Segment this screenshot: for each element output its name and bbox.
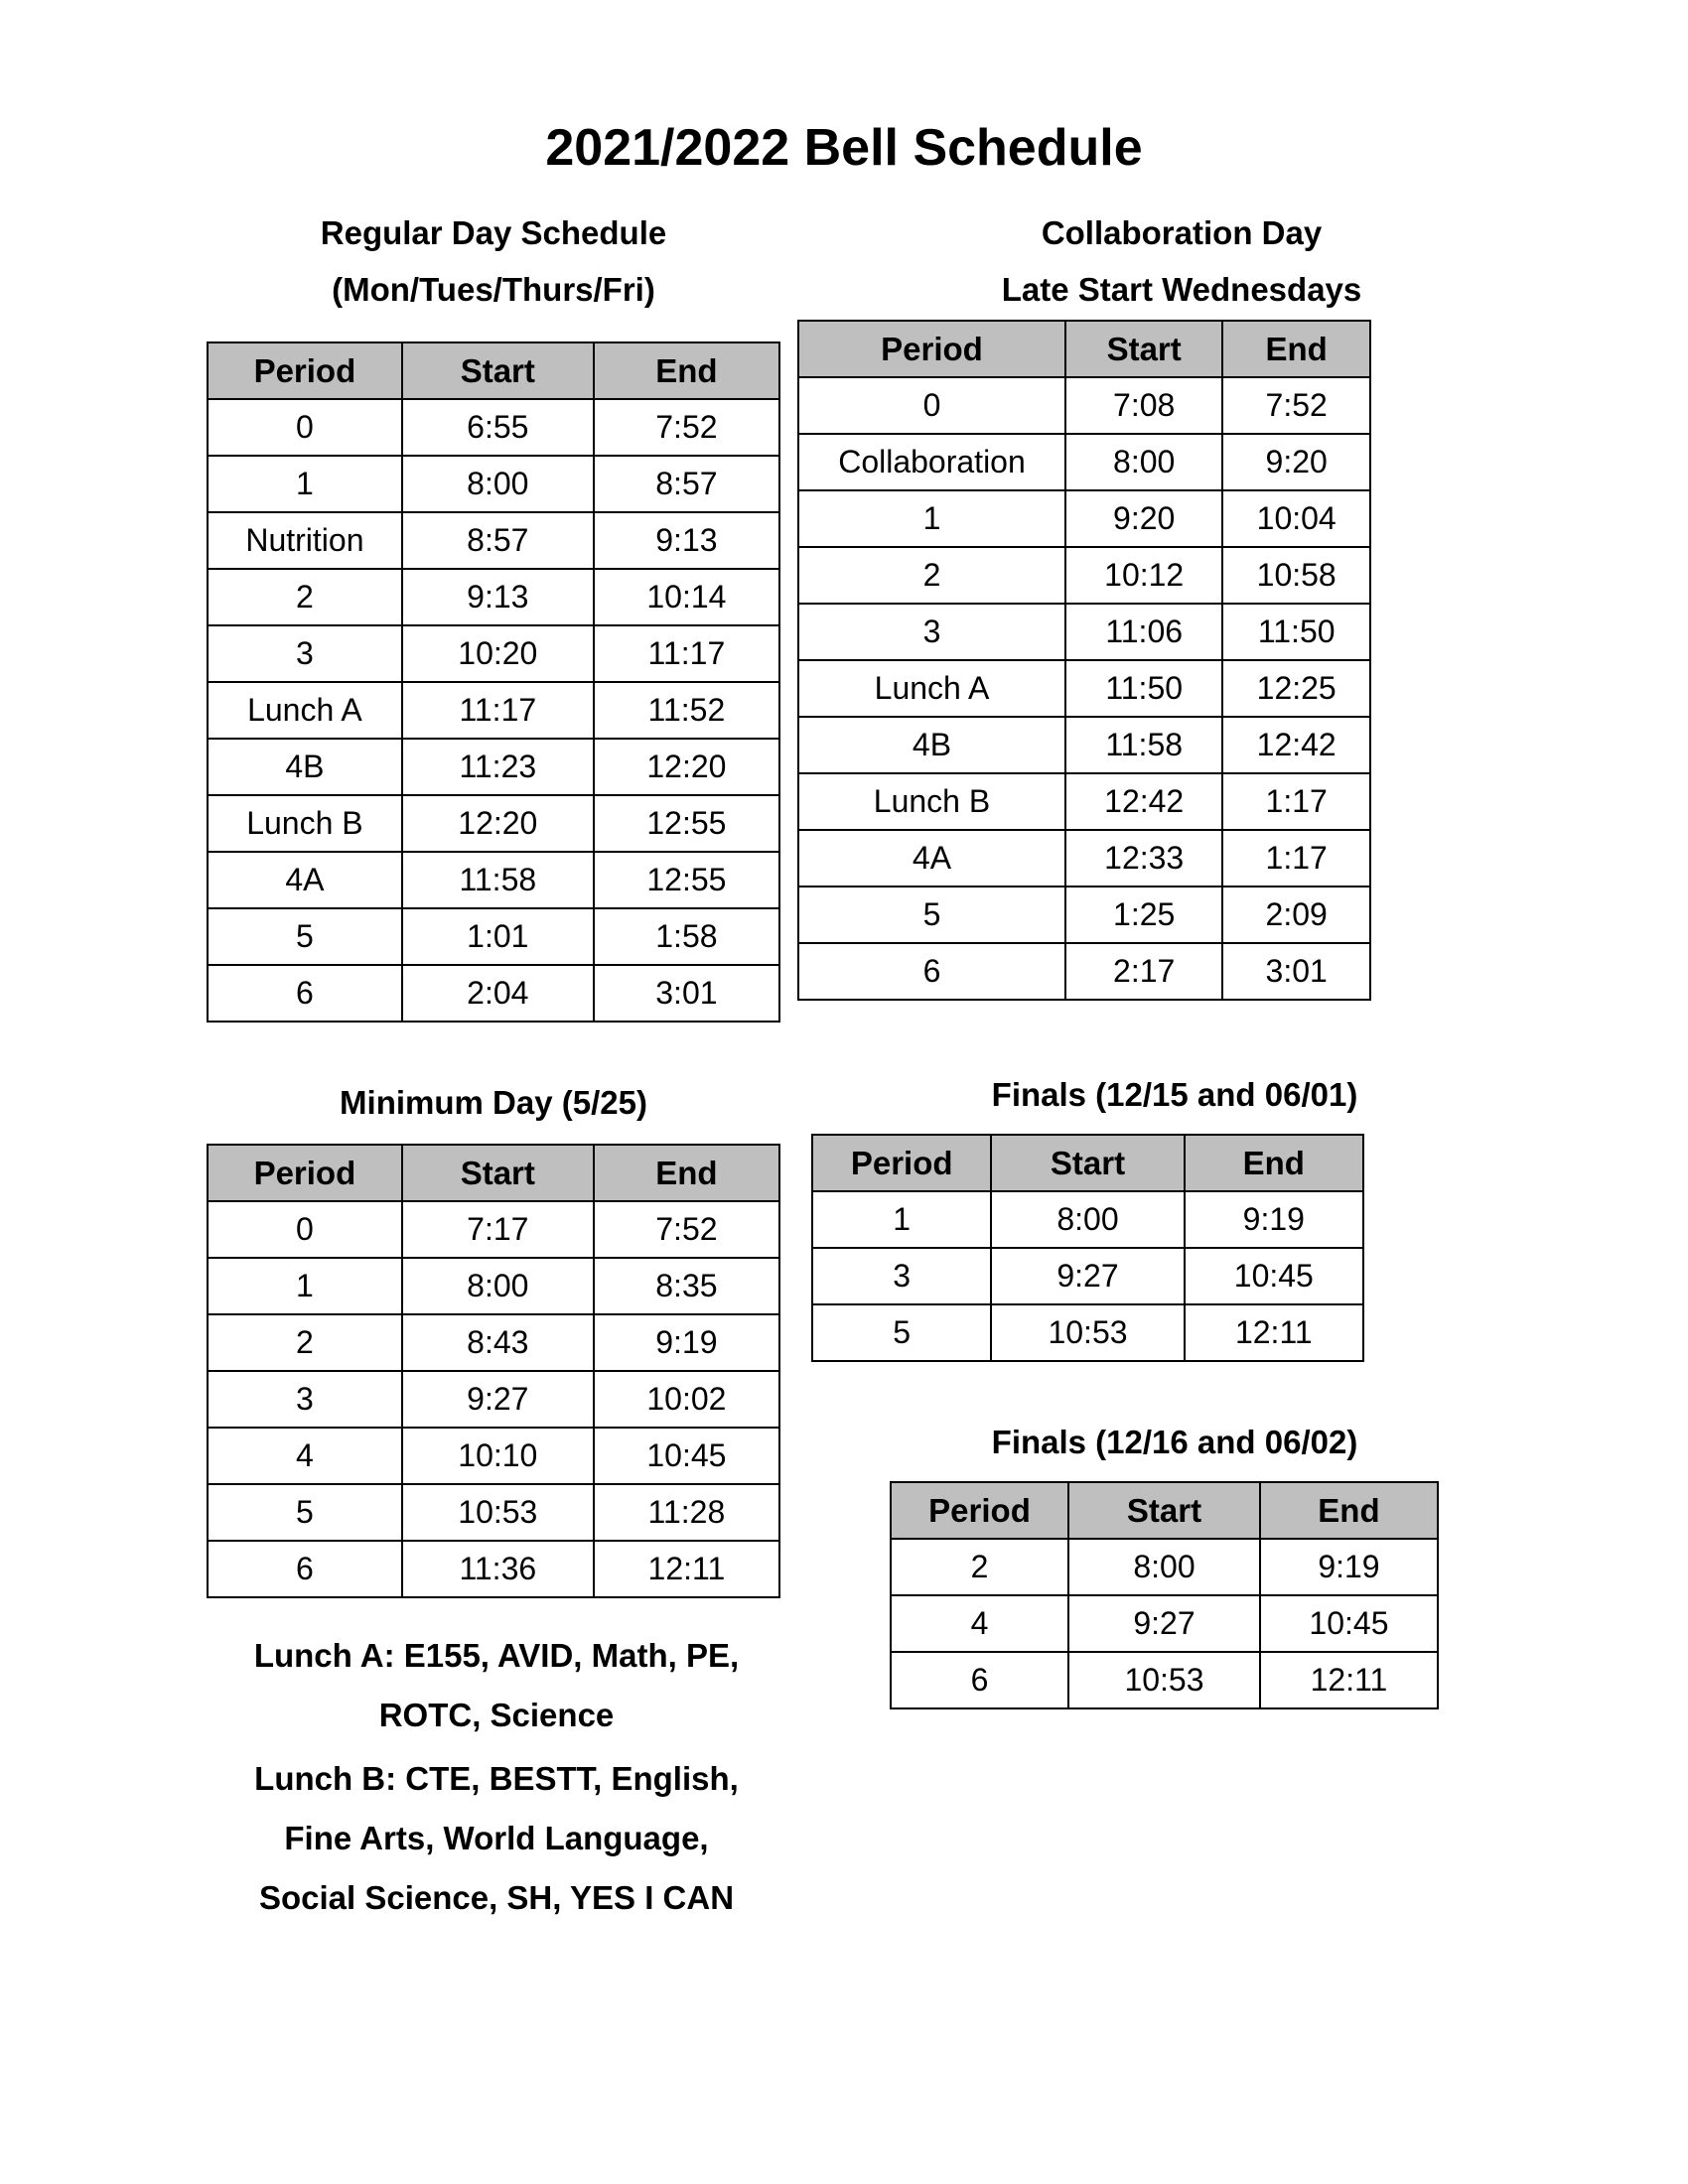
start-cell: 9:20 <box>1065 490 1222 547</box>
table-row <box>208 1314 779 1371</box>
table-row <box>798 660 1370 717</box>
start-cell: 8:57 <box>402 512 594 569</box>
period-cell: 6 <box>798 943 1065 1000</box>
start-cell: 8:00 <box>1068 1539 1260 1595</box>
end-cell: 9:19 <box>1260 1539 1438 1595</box>
column-header-period: Period <box>891 1482 1068 1539</box>
table-row <box>891 1539 1438 1595</box>
end-cell: 1:17 <box>1222 830 1370 887</box>
start-cell: 1:25 <box>1065 887 1222 943</box>
page-title: 2021/2022 Bell Schedule <box>545 119 1143 177</box>
column-header-period: Period <box>798 321 1065 377</box>
period-cell: 0 <box>208 399 402 456</box>
start-cell: 10:53 <box>1068 1652 1260 1708</box>
end-cell: 12:42 <box>1222 717 1370 773</box>
table-row <box>208 1484 779 1541</box>
column-header-end: End <box>594 1145 779 1201</box>
start-cell: 9:27 <box>1068 1595 1260 1652</box>
table-row <box>798 547 1370 604</box>
column-header-start: Start <box>402 1145 594 1201</box>
column-header-start: Start <box>402 342 594 399</box>
table-header-row <box>891 1482 1438 1539</box>
end-cell: 9:13 <box>594 512 779 569</box>
period-cell: 5 <box>208 1484 402 1541</box>
period-cell: 1 <box>798 490 1065 547</box>
end-cell: 3:01 <box>1222 943 1370 1000</box>
period-cell: 6 <box>891 1652 1068 1708</box>
period-cell: 2 <box>891 1539 1068 1595</box>
start-cell: 11:17 <box>402 682 594 739</box>
end-cell: 10:45 <box>1260 1595 1438 1652</box>
start-cell: 8:43 <box>402 1314 594 1371</box>
table-row <box>208 739 779 795</box>
table-row <box>208 1541 779 1597</box>
end-cell: 11:17 <box>594 625 779 682</box>
table-header-row <box>812 1135 1363 1191</box>
end-cell: 2:09 <box>1222 887 1370 943</box>
period-cell: 3 <box>798 604 1065 660</box>
period-cell: Lunch A <box>798 660 1065 717</box>
start-cell: 12:42 <box>1065 773 1222 830</box>
table-row <box>208 852 779 908</box>
column-header-end: End <box>1185 1135 1363 1191</box>
end-cell: 7:52 <box>594 1201 779 1258</box>
period-cell: 3 <box>208 1371 402 1428</box>
period-cell: 1 <box>208 1258 402 1314</box>
period-cell: 6 <box>208 1541 402 1597</box>
end-cell: 11:50 <box>1222 604 1370 660</box>
column-header-start: Start <box>1065 321 1222 377</box>
start-cell: 8:00 <box>1065 434 1222 490</box>
lunch-b-note-line1: Lunch B: CTE, BESTT, English, <box>254 1760 739 1797</box>
minimum-day-heading <box>207 1074 780 1131</box>
end-cell: 12:11 <box>1185 1304 1363 1361</box>
table-row <box>798 377 1370 434</box>
period-cell: 5 <box>798 887 1065 943</box>
lunch-a-note-line2: ROTC, Science <box>378 1697 615 1733</box>
start-cell: 9:13 <box>402 569 594 625</box>
period-cell: 2 <box>208 569 402 625</box>
start-cell: 11:23 <box>402 739 594 795</box>
table-row <box>798 490 1370 547</box>
start-cell: 9:27 <box>402 1371 594 1428</box>
table-row <box>208 399 779 456</box>
end-cell: 12:11 <box>1260 1652 1438 1708</box>
start-cell: 12:20 <box>402 795 594 852</box>
start-cell: 11:50 <box>1065 660 1222 717</box>
table-row <box>208 625 779 682</box>
column-header-end: End <box>1222 321 1370 377</box>
end-cell: 1:17 <box>1222 773 1370 830</box>
end-cell: 11:52 <box>594 682 779 739</box>
end-cell: 7:52 <box>1222 377 1370 434</box>
collaboration-day-heading-line2: Late Start Wednesdays <box>1001 271 1362 308</box>
end-cell: 10:04 <box>1222 490 1370 547</box>
table-row <box>208 682 779 739</box>
end-cell: 3:01 <box>594 965 779 1022</box>
end-cell: 10:58 <box>1222 547 1370 604</box>
table-row <box>798 773 1370 830</box>
start-cell: 11:58 <box>1065 717 1222 773</box>
start-cell: 11:36 <box>402 1541 594 1597</box>
finals-1-table <box>811 1134 1364 1362</box>
table-row <box>798 604 1370 660</box>
start-cell: 8:00 <box>991 1191 1184 1248</box>
table-row <box>208 512 779 569</box>
start-cell: 7:17 <box>402 1201 594 1258</box>
lunch-b-note-line2: Fine Arts, World Language, <box>284 1820 709 1856</box>
table-row <box>208 1428 779 1484</box>
period-cell: 0 <box>798 377 1065 434</box>
lunch-a-note-line1: Lunch A: E155, AVID, Math, PE, <box>253 1637 740 1674</box>
table-row <box>891 1652 1438 1708</box>
end-cell: 12:25 <box>1222 660 1370 717</box>
period-cell: Lunch B <box>208 795 402 852</box>
period-cell: 5 <box>812 1304 991 1361</box>
end-cell: 12:20 <box>594 739 779 795</box>
finals-2-table <box>890 1481 1439 1709</box>
start-cell: 1:01 <box>402 908 594 965</box>
start-cell: 8:00 <box>402 456 594 512</box>
table-row <box>208 569 779 625</box>
regular-day-heading-line2: (Mon/Tues/Thurs/Fri) <box>332 271 655 308</box>
period-cell: Lunch B <box>798 773 1065 830</box>
end-cell: 12:11 <box>594 1541 779 1597</box>
end-cell: 8:35 <box>594 1258 779 1314</box>
period-cell: 4 <box>208 1428 402 1484</box>
table-row <box>208 965 779 1022</box>
start-cell: 10:53 <box>991 1304 1184 1361</box>
end-cell: 1:58 <box>594 908 779 965</box>
table-row <box>812 1248 1363 1304</box>
period-cell: 4 <box>891 1595 1068 1652</box>
period-cell: 1 <box>812 1191 991 1248</box>
start-cell: 7:08 <box>1065 377 1222 434</box>
start-cell: 9:27 <box>991 1248 1184 1304</box>
start-cell: 11:06 <box>1065 604 1222 660</box>
end-cell: 10:02 <box>594 1371 779 1428</box>
table-row <box>208 1258 779 1314</box>
finals-2-heading-line1: Finals (12/16 and 06/02) <box>991 1424 1358 1460</box>
table-row <box>812 1191 1363 1248</box>
end-cell: 12:55 <box>594 795 779 852</box>
period-cell: 4B <box>208 739 402 795</box>
column-header-period: Period <box>812 1135 991 1191</box>
start-cell: 11:58 <box>402 852 594 908</box>
table-row <box>798 943 1370 1000</box>
start-cell: 10:20 <box>402 625 594 682</box>
period-cell: 5 <box>208 908 402 965</box>
start-cell: 10:12 <box>1065 547 1222 604</box>
column-header-start: Start <box>991 1135 1184 1191</box>
end-cell: 9:19 <box>1185 1191 1363 1248</box>
period-cell: 4A <box>208 852 402 908</box>
period-cell: 4A <box>798 830 1065 887</box>
table-row <box>798 434 1370 490</box>
table-row <box>798 717 1370 773</box>
table-row <box>208 1201 779 1258</box>
column-header-end: End <box>1260 1482 1438 1539</box>
column-header-start: Start <box>1068 1482 1260 1539</box>
period-cell: 3 <box>208 625 402 682</box>
end-cell: 8:57 <box>594 456 779 512</box>
regular-day-heading <box>207 205 780 318</box>
end-cell: 11:28 <box>594 1484 779 1541</box>
table-row <box>208 795 779 852</box>
start-cell: 12:33 <box>1065 830 1222 887</box>
period-cell: 4B <box>798 717 1065 773</box>
collaboration-day-table <box>797 320 1371 1001</box>
table-row <box>798 830 1370 887</box>
table-row <box>208 456 779 512</box>
table-row <box>208 908 779 965</box>
collaboration-day-heading-line1: Collaboration Day <box>1041 214 1323 251</box>
lunch-b-note-line3: Social Science, SH, YES I CAN <box>258 1879 735 1916</box>
column-header-end: End <box>594 342 779 399</box>
minimum-day-heading-line1: Minimum Day (5/25) <box>340 1084 647 1121</box>
start-cell: 8:00 <box>402 1258 594 1314</box>
start-cell: 2:17 <box>1065 943 1222 1000</box>
end-cell: 7:52 <box>594 399 779 456</box>
finals-1-heading <box>896 1066 1454 1123</box>
lunch-b-note <box>159 1749 834 1928</box>
finals-1-heading-line1: Finals (12/15 and 06/01) <box>991 1076 1358 1113</box>
table-header-row <box>208 1145 779 1201</box>
period-cell: Nutrition <box>208 512 402 569</box>
regular-day-heading-line1: Regular Day Schedule <box>320 214 667 251</box>
collaboration-day-heading <box>894 205 1470 318</box>
period-cell: 2 <box>798 547 1065 604</box>
table-header-row <box>208 342 779 399</box>
end-cell: 10:45 <box>594 1428 779 1484</box>
period-cell: 0 <box>208 1201 402 1258</box>
column-header-period: Period <box>208 1145 402 1201</box>
period-cell: 2 <box>208 1314 402 1371</box>
table-row <box>208 1371 779 1428</box>
period-cell: 1 <box>208 456 402 512</box>
end-cell: 9:20 <box>1222 434 1370 490</box>
period-cell: Lunch A <box>208 682 402 739</box>
start-cell: 10:53 <box>402 1484 594 1541</box>
table-header-row <box>798 321 1370 377</box>
period-cell: Collaboration <box>798 434 1065 490</box>
end-cell: 10:45 <box>1185 1248 1363 1304</box>
period-cell: 6 <box>208 965 402 1022</box>
start-cell: 2:04 <box>402 965 594 1022</box>
table-row <box>891 1595 1438 1652</box>
end-cell: 10:14 <box>594 569 779 625</box>
start-cell: 6:55 <box>402 399 594 456</box>
regular-day-table <box>207 341 780 1023</box>
finals-2-heading <box>896 1414 1454 1470</box>
end-cell: 12:55 <box>594 852 779 908</box>
start-cell: 10:10 <box>402 1428 594 1484</box>
end-cell: 9:19 <box>594 1314 779 1371</box>
column-header-period: Period <box>208 342 402 399</box>
period-cell: 3 <box>812 1248 991 1304</box>
minimum-day-table <box>207 1144 780 1598</box>
table-row <box>798 887 1370 943</box>
lunch-a-note <box>159 1626 834 1745</box>
table-row <box>812 1304 1363 1361</box>
